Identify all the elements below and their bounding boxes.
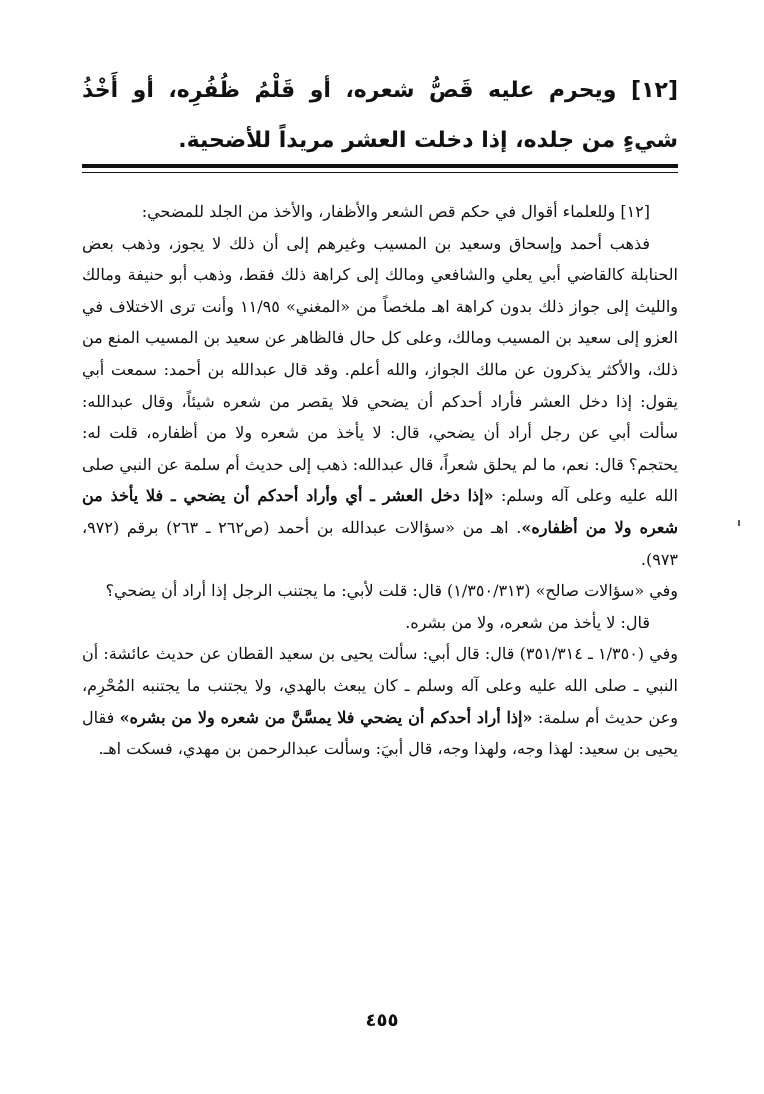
section-heading: [١٢] ويحرم عليه قَصُّ شعره، أو قَلْمُ ظُفُرِه، أو أَخْذُ شيءٍ من جلده، إذا دخلت العشر مريداً للأضحية. bbox=[82, 78, 678, 153]
page-number: ٤٥٥ bbox=[365, 1010, 399, 1031]
heading-divider-thick bbox=[82, 164, 678, 168]
heading-divider-thin bbox=[82, 172, 678, 173]
text-segment: وفي «سؤالات صالح» (١/٣٥٠/٣١٣) قال: قلت لأبي: ما يجتنب الرجل إذا أراد أن يضحي؟ bbox=[105, 581, 678, 601]
text-segment: فذهب أحمد وإسحاق وسعيد بن المسيب وغيرهم إلى أن ذلك لا يجوز، وذهب بعض الحنابلة كالقاضي أبي يعلي والشافعي ومالك إلى كراهة ذلك فقط، وذهب أبو حنيفة ومالك والليث إلى جواز ذلك بدون كراهة اهـ ملخصاً من «المغني» ١١/٩٥ وأنت ترى الاختلاف في العزو إلى سعيد بن المسيب ومالك، وعلى كل حال فالظاهر عن سعيد بن المسيب المنع من ذلك، والأكثر يذكرون عن مالك الجواز، والله أعلم. وقد قال عبدالله بن أحمد: سمعت أبي يقول: إذا دخل العشر فأراد أحدكم أن يضحي فلا يقصر من شعره شيئاً، وقال عبدالله: سألت أبي عن رجل أراد أن يضحي، قال: لا يأخذ من شعره ولا من أظفاره، قلت له: يحتجم؟ قال: نعم، ما لم يحلق شعراً، قال عبدالله: ذهب إلى حديث أم سلمة عن النبي صلى الله عليه وعلى آله وسلم: bbox=[82, 233, 678, 506]
text-segment: وفي (١/٣٥٠ ـ ٣٥١/٣١٤) قال: قال أبي: سألت يحيى بن سعيد القطان عن حديث عائشة: أن النبي ـ صلى الله عليه وعلى آله وسلم ـ كان يبعث بالهدي، ولا يجتنب ما يجتنبه المُحْرِم، وعن حديث أم سلمة: bbox=[82, 644, 678, 727]
text-segment: فقال يحيى بن سعيد: لهذا وجه، ولهذا وجه، قال أبيَ: وسألت عبدالرحمن بن مهدي، فسكت اهـ. bbox=[82, 707, 678, 759]
text-segment: . اهـ من «سؤالات عبدالله بن أحمد (ص٢٦٢ ـ ٢٦٣) برقم (٩٧٢، ٩٧٣). bbox=[82, 517, 678, 569]
paragraph bbox=[82, 575, 678, 607]
text-segment: [١٢] وللعلماء أقوال في حكم قص الشعر والأظفار، والأخذ من الجلد للمضحي: bbox=[141, 202, 650, 221]
paragraph bbox=[82, 228, 678, 576]
hadith-quote: «إذا دخل العشر ـ أي وأراد أحدكم أن يضحي ـ فلا يأخذ من شعره ولا من أظفاره» bbox=[82, 486, 678, 537]
paragraph bbox=[82, 607, 678, 639]
hadith-quote: «إذا أراد أحدكم أن يضحي فلا يمسَّنَّ من شعره ولا من بشره» bbox=[119, 707, 533, 727]
text-segment: قال: لا يأخذ من شعره، ولا من بشره. bbox=[405, 612, 650, 632]
paragraph bbox=[82, 638, 678, 764]
commentary-body bbox=[82, 196, 678, 765]
paragraph bbox=[82, 196, 678, 228]
margin-mark bbox=[738, 520, 740, 526]
